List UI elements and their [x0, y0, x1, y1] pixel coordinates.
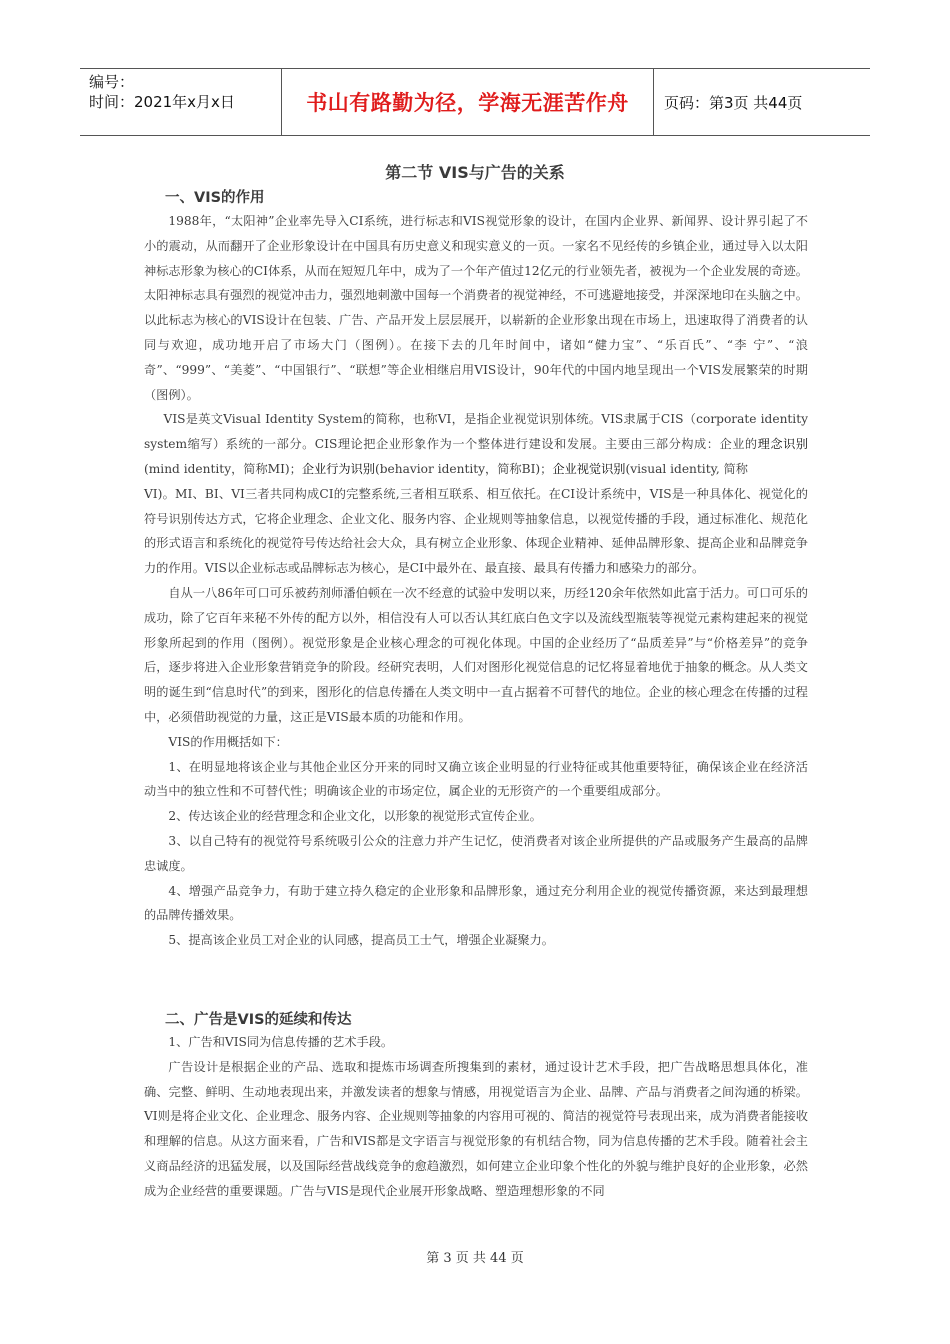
header-motto: 书山有路勤为径，学海无涯苦作舟	[281, 69, 654, 135]
header-page-info: 页码：第3页 共44页	[664, 93, 803, 112]
list-item: 3、以自己特有的视觉符号系统吸引公众的注意力并产生记忆，使消费者对该企业所提供的产品或服务产生最高的品牌忠诚度。	[144, 833, 808, 873]
page-footer: 第 3 页 共 44 页	[426, 1251, 524, 1266]
section-2-heading: 二、广告是VIS的延续和传达	[165, 1012, 352, 1028]
section-1-body	[144, 209, 808, 953]
section-2-paragraph-1: 广告设计是根据企业的产品、选取和提炼市场调查所搜集到的素材，通过设计艺术手段，把广告战略思想具体化，准确、完整、鲜明、生动地表现出来，并激发读者的想象与情感，用视觉语言为企业、品牌、产品与消费者之间沟通的桥梁。VI则是将企业文化、企业理念、服务内容、企业规则等抽象的内容用可视的、简洁的视觉符号表现出来，成为消费者能接收和理解的信息。从这方面来看，广告和VIS都是文字语言与视觉形象的有机结合物，同为信息传播的艺术手段。随着社会主义商品经济的迅猛发展，以及国际经营战线竞争的愈趋激烈，如何建立企业印象个性化的外貌与维护良好的企业形象，必然成为企业经营的重要课题。广告与VIS是现代企业展开形象战略、塑造理想形象的不同	[144, 1059, 808, 1198]
p2-text-c: (behavior identity，简称BI)；	[375, 461, 553, 476]
header-meta	[80, 69, 281, 135]
section-1-paragraph-3: 自从一八86年可口可乐被药剂师潘伯顿在一次不经意的试验中发明以来，历经120余年依然如此富于活力。可口可乐的成功，除了它百年来秘不外传的配方以外，相信没有人可以否认其红底白色文字以及流线型瓶装等视觉元素构建起来的视觉形象所起到的作用（图例）。视觉形象是企业核心理念的可视化体现。中国的企业经历了“品质差异”与“价格差异”的竞争后，逐步将进入企业形象营销竞争的阶段。经研究表明，人们对图形化视觉信息的记忆将显着地优于抽象的概念。从人类文明的诞生到“信息时代”的到来，图形化的信息传播在人类文明中一直占据着不可替代的地位。企业的核心理念在传播的过程中，必须借助视觉的力量，这正是VIS最本质的功能和作用。	[144, 585, 808, 724]
keyword-mind-identity: 理念识别	[757, 437, 808, 452]
section-2-body	[144, 1030, 808, 1204]
list-item: 2、传达该企业的经营理念和企业文化，以形象的视觉形式宣传企业。	[168, 809, 542, 824]
number-label: 编号：	[89, 73, 135, 91]
section-1-paragraph-2-cont: VI)。MI、BI、VI三者共同构成CI的完整系统,三者相互联系、相互依托。在CI设计系统中，VIS是一种具体化、视觉化的符号识别传达方式，它将企业理念、企业文化、服务内容、企业规则等抽象信息，以视觉传播的手段，通过标准化、规范化的形式语言和系统化的视觉符号传达给社会大众，具有树立企业形象、体现企业精神、延伸品牌形象、提高企业和品牌竞争力的作用。VIS以企业标志或品牌标志为核心，是CI中最外在、最直接、最具有传播力和感染力的部分。	[144, 486, 808, 576]
keyword-behavior-identity: 企业行为识别	[301, 461, 375, 476]
section-2-subheading: 1、广告和VIS同为信息传播的艺术手段。	[168, 1035, 394, 1049]
section-1-paragraph-1: 1988年，“太阳神”企业率先导入CI系统，进行标志和VIS视觉形象的设计，在国内企业界、新闻界、设计界引起了不小的震动，从而翻开了企业形象设计在中国具有历史意义和现实意义的一页。一家名不见经传的乡镇企业，通过导入以太阳神标志形象为核心的CI体系，从而在短短几年中，成为了一个年产值过12亿元的行业领先者，被视为一个企业发展的奇迹。太阳神标志具有强烈的视觉冲击力，强烈地刺激中国每一个消费者的视觉神经，不可逃避地接受，并深深地印在头脑之中。以此标志为核心的VIS设计在包装、广告、产品开发上层层展开，以崭新的企业形象出现在市场上，迅速取得了消费者的认同与欢迎，成功地开启了市场大门（图例）。在接下去的几年时间中，诸如“健力宝”、“乐百氏”、“李 宁”、“浪奇”、“999”、“美菱”、“中国银行”、“联想”等企业相继启用VIS设计，90年代的中国内地呈现出一个VIS发展繁荣的时期（图例）。	[144, 214, 808, 402]
page-title: 第二节 VIS与广告的关系	[385, 163, 565, 182]
date-label: 时间：2021年x月x日	[89, 93, 235, 111]
p2-text-a: VIS是英文Visual Identity System的简称，也称VI，是指企业视觉识别体统。VIS隶属于CIS（corporate identity system缩写）系统的一部分。CIS理论把企业形象作为一个整体进行建设和发展。主要由三部分构成：企业的	[144, 412, 808, 452]
document-header	[80, 68, 870, 136]
list-item: 5、提高该企业员工对企业的认同感，提高员工士气，增强企业凝聚力。	[168, 933, 554, 948]
section-1-paragraph-2	[144, 407, 808, 481]
list-item: 1、在明显地将该企业与其他企业区分开来的同时又确立该企业明显的行业特征或其他重要特征，确保该企业在经济活动当中的独立性和不可替代性；明确该企业的市场定位，属企业的无形资产的一个重要组成部分。	[144, 759, 808, 799]
section-1-summary: VIS的作用概括如下：	[168, 734, 288, 749]
section-1-heading: 一、VIS的作用	[165, 190, 265, 206]
list-item: 4、增强产品竞争力，有助于建立持久稳定的企业形象和品牌形象，通过充分利用企业的视觉传播资源，来达到最理想的品牌传播效果。	[144, 883, 808, 923]
p2-text-b: (mind identity，简称MI)；	[144, 461, 302, 476]
p2-text-d: (visual identity, 简称	[625, 461, 748, 476]
keyword-visual-identity: 企业视觉识别	[552, 461, 626, 476]
